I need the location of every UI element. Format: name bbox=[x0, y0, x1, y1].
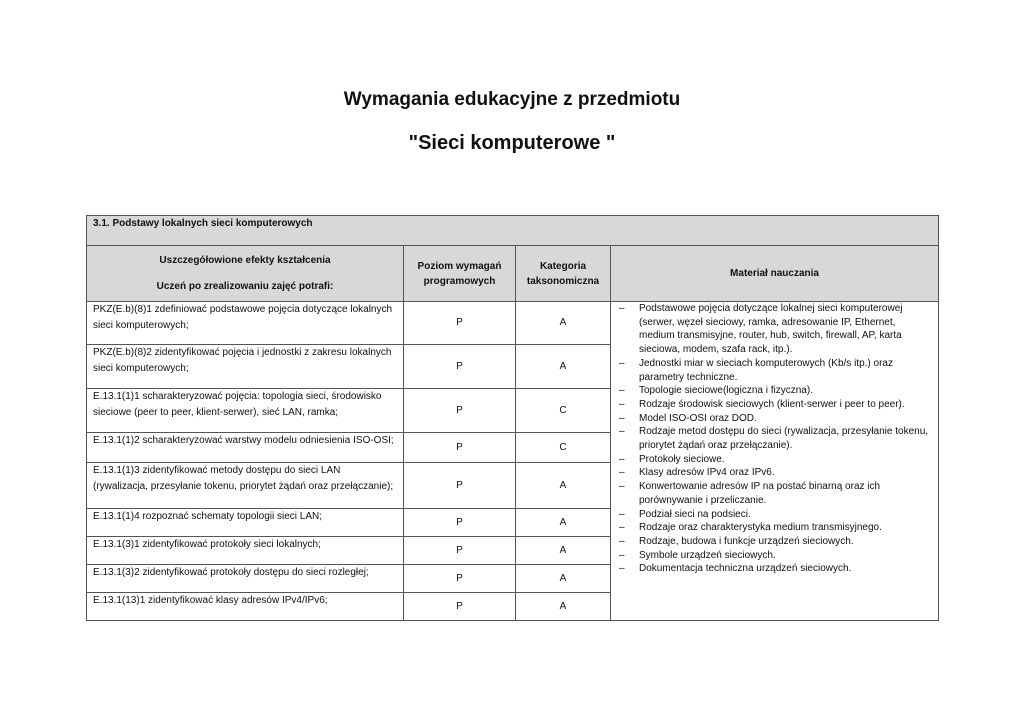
material-item: – Jednostki miar w sieciach komputerowych (Kb/s itp.) oraz parametry techniczne. bbox=[619, 357, 932, 384]
level-cell: P bbox=[404, 509, 516, 537]
material-item: – Klasy adresów IPv4 oraz IPv6. bbox=[619, 466, 932, 480]
level-cell: P bbox=[404, 345, 516, 389]
category-cell: A bbox=[516, 345, 611, 389]
material-item: – Symbole urządzeń sieciowych. bbox=[619, 549, 932, 563]
requirement-cell: E.13.1(1)4 rozpoznać schematy topologii sieci LAN; bbox=[87, 509, 404, 537]
category-cell: A bbox=[516, 565, 611, 593]
header-level-line1: Poziom wymagań bbox=[417, 260, 502, 272]
document-title: Wymagania edukacyjne z przedmiotu bbox=[343, 89, 681, 110]
level-cell: P bbox=[404, 565, 516, 593]
material-item: – Protokoły sieciowe. bbox=[619, 453, 932, 467]
requirement-cell: PKZ(E.b)(8)2 zidentyfikować pojęcia i jednostki z zakresu lokalnych sieci komputerowych; bbox=[87, 345, 404, 389]
material-cell bbox=[611, 302, 939, 621]
header-level-line2: programowych bbox=[423, 275, 496, 287]
category-cell: A bbox=[516, 537, 611, 565]
material-item: – Rodzaje środowisk sieciowych (klient-serwer i peer to peer). bbox=[619, 398, 932, 412]
header-category-line2: taksonomiczna bbox=[526, 275, 600, 287]
material-item: – Podstawowe pojęcia dotyczące lokalnej sieci komputerowej (serwer, węzeł sieciowy, ramka, adresowanie IP, Ethernet, medium transmisyjne, router, hub, switch, firewall, AP, karta sieciowa, modem, szafa rack, itp.). bbox=[619, 302, 932, 357]
category-cell: C bbox=[516, 389, 611, 433]
level-cell: P bbox=[404, 593, 516, 621]
level-cell: P bbox=[404, 433, 516, 463]
requirement-cell: E.13.1(1)1 scharakteryzować pojęcia: topologia sieci, środowisko sieciowe (peer to peer, klient-serwer), sieć LAN, ramka; bbox=[87, 389, 404, 433]
category-cell: A bbox=[516, 302, 611, 345]
level-cell: P bbox=[404, 302, 516, 345]
level-cell: P bbox=[404, 463, 516, 509]
category-cell: A bbox=[516, 463, 611, 509]
requirement-cell: E.13.1(3)2 zidentyfikować protokoły dostępu do sieci rozległej; bbox=[87, 565, 404, 593]
header-material: Materiał nauczania bbox=[611, 246, 939, 302]
header-level bbox=[404, 246, 516, 302]
material-item: – Model ISO-OSI oraz DOD. bbox=[619, 412, 932, 426]
material-item: – Dokumentacja techniczna urządzeń sieciowych. bbox=[619, 562, 932, 576]
header-effects-line1: Uszczegółowione efekty kształcenia bbox=[159, 254, 331, 266]
header-effects bbox=[87, 246, 404, 302]
requirement-cell: E.13.1(1)2 scharakteryzować warstwy modelu odniesienia ISO-OSI; bbox=[87, 433, 404, 463]
subject-title: "Sieci komputerowe " bbox=[408, 132, 616, 154]
material-item: – Podział sieci na podsieci. bbox=[619, 508, 932, 522]
material-list bbox=[619, 302, 932, 576]
requirement-cell: E.13.1(3)1 zidentyfikować protokoły sieci lokalnych; bbox=[87, 537, 404, 565]
category-cell: C bbox=[516, 433, 611, 463]
table-row bbox=[87, 302, 939, 345]
requirement-cell: PKZ(E.b)(8)1 zdefiniować podstawowe pojęcia dotyczące lokalnych sieci komputerowych; bbox=[87, 302, 404, 345]
section-title: 3.1. Podstawy lokalnych sieci komputerowych bbox=[87, 216, 939, 246]
material-item: – Rodzaje metod dostępu do sieci (rywalizacja, przesyłanie tokenu, priorytet żądań oraz przełączanie). bbox=[619, 425, 932, 452]
header-category-line1: Kategoria bbox=[539, 260, 587, 272]
requirement-cell: E.13.1(13)1 zidentyfikować klasy adresów IPv4/IPv6; bbox=[87, 593, 404, 621]
material-item: – Topologie sieciowe(logiczna i fizyczna). bbox=[619, 384, 932, 398]
material-item: – Rodzaje, budowa i funkcje urządzeń sieciowych. bbox=[619, 535, 932, 549]
requirement-cell: E.13.1(1)3 zidentyfikować metody dostępu do sieci LAN (rywalizacja, przesyłanie tokenu, priorytet żądań oraz przełączanie); bbox=[87, 463, 404, 509]
category-cell: A bbox=[516, 593, 611, 621]
material-item: – Konwertowanie adresów IP na postać binarną oraz ich porównywanie i przeliczanie. bbox=[619, 480, 932, 507]
level-cell: P bbox=[404, 389, 516, 433]
requirements-table bbox=[86, 215, 939, 621]
category-cell: A bbox=[516, 509, 611, 537]
header-category bbox=[516, 246, 611, 302]
material-item: – Rodzaje oraz charakterystyka medium transmisyjnego. bbox=[619, 521, 932, 535]
header-effects-line2: Uczeń po zrealizowaniu zajęć potrafi: bbox=[156, 280, 334, 292]
level-cell: P bbox=[404, 537, 516, 565]
